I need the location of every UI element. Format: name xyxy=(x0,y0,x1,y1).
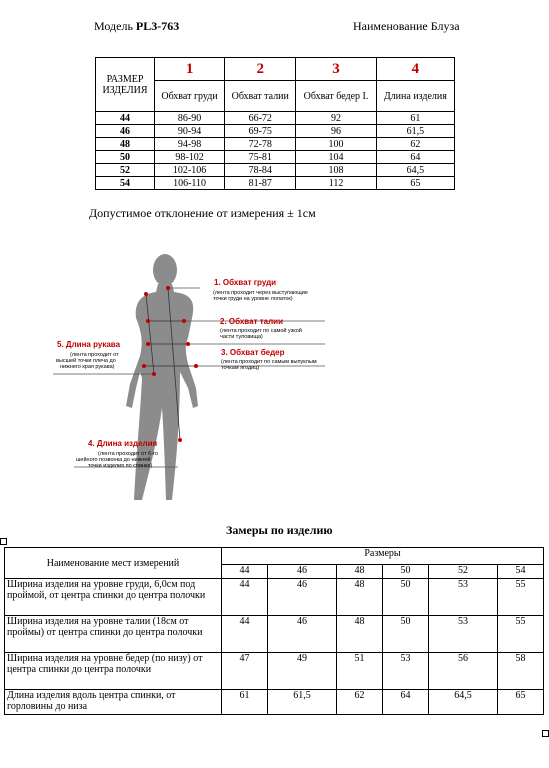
row-name: Длина изделия вдоль центра спинки, от горловины до низа xyxy=(5,690,222,715)
size-table xyxy=(95,57,455,190)
label-4-note: шейного позвонка до нижней xyxy=(76,457,151,463)
col-number: 4 xyxy=(376,58,454,81)
table-row: 44 86-90 66-72 92 61 xyxy=(96,112,455,125)
size-header: 48 xyxy=(337,565,383,579)
table-resize-mark xyxy=(542,730,549,737)
measurements-title: Замеры по изделию xyxy=(226,523,333,537)
row-name: Ширина изделия на уровне бедер (по низу) от центра спинки до центра полочки xyxy=(5,653,222,690)
label-5-title: 5. Длина рукава xyxy=(57,340,121,349)
col-number: 3 xyxy=(296,58,376,81)
model-line xyxy=(94,19,179,34)
header-sizes: Размеры xyxy=(222,548,544,565)
col-number: 2 xyxy=(225,58,296,81)
size-header: 44 xyxy=(222,565,268,579)
label-5-note: высшей точки плеча до xyxy=(56,358,116,364)
label-3-note: точкам ягодиц) xyxy=(221,365,260,371)
label-3-title: 3. Обхват бедер xyxy=(221,348,285,357)
size-header: 50 xyxy=(383,565,429,579)
label-3-note: (лента проходит по самым выпуклым xyxy=(221,359,317,365)
label-4-title: 4. Длина изделия xyxy=(88,439,158,448)
model-prefix: Модель xyxy=(94,19,136,33)
table-row: 46 90-94 69-75 96 61,5 xyxy=(96,125,455,138)
col-label: Длина изделия xyxy=(376,81,454,112)
col-label: Обхват бедер I. xyxy=(296,81,376,112)
label-2-title: 2. Обхват талии xyxy=(220,317,283,326)
row-name: Ширина изделия на уровне талии (18см от проймы) от центра спинки до центра полочки xyxy=(5,616,222,653)
table-row: 52 102-106 78-84 108 64,5 xyxy=(96,164,455,177)
col-label: Обхват талии xyxy=(225,81,296,112)
size-table-corner: РАЗМЕР ИЗДЕЛИЯ xyxy=(96,58,155,112)
measurements-table xyxy=(4,547,544,715)
label-1-title: 1. Обхват груди xyxy=(214,278,277,287)
size-header: 46 xyxy=(268,565,337,579)
size-header: 52 xyxy=(429,565,498,579)
measurement-figure xyxy=(50,248,330,510)
table-anchor-mark xyxy=(0,538,7,545)
table-row: 50 98-102 75-81 104 64 xyxy=(96,151,455,164)
table-row: Ширина изделия на уровне талии (18см от проймы) от центра спинки до центра полочки 44 46 48 50 53 55 xyxy=(5,616,544,653)
table-row: 54 106-110 81-87 112 65 xyxy=(96,177,455,190)
size-header: 54 xyxy=(498,565,544,579)
tolerance-note: Допустимое отклонение от измерения ± 1см xyxy=(89,206,316,220)
label-5-note: нижнего края рукава) xyxy=(60,364,115,370)
header-name: Наименование мест измерений xyxy=(5,548,222,579)
table-row: Длина изделия вдоль центра спинки, от горловины до низа 61 61,5 62 64 64,5 65 xyxy=(5,690,544,715)
label-4-note: (лента проходит от 6-го xyxy=(98,451,158,457)
label-5-note: (лента проходит от xyxy=(70,352,119,358)
label-2-note: части туловища) xyxy=(220,334,263,340)
label-1-note: (лента проходит через выступающие xyxy=(213,290,308,296)
product-name: Наименование Блуза xyxy=(353,19,460,33)
label-1-note: точки груди на уровне лопаток) xyxy=(213,296,293,302)
table-row: 48 94-98 72-78 100 62 xyxy=(96,138,455,151)
row-name: Ширина изделия на уровне груди, 6,0см под проймой, от центра спинки до центра полочки xyxy=(5,579,222,616)
label-2-note: (лента проходит по самой узкой xyxy=(220,328,302,334)
table-row: Ширина изделия на уровне бедер (по низу) от центра спинки до центра полочки 47 49 51 53 56 58 xyxy=(5,653,544,690)
col-label: Обхват груди xyxy=(155,81,225,112)
col-number: 1 xyxy=(155,58,225,81)
table-row: Ширина изделия на уровне груди, 6,0см под проймой, от центра спинки до центра полочки 44 46 48 50 53 55 xyxy=(5,579,544,616)
label-4-note: точки изделия по спинке) xyxy=(88,463,153,469)
model-code: PL3-763 xyxy=(135,19,180,33)
